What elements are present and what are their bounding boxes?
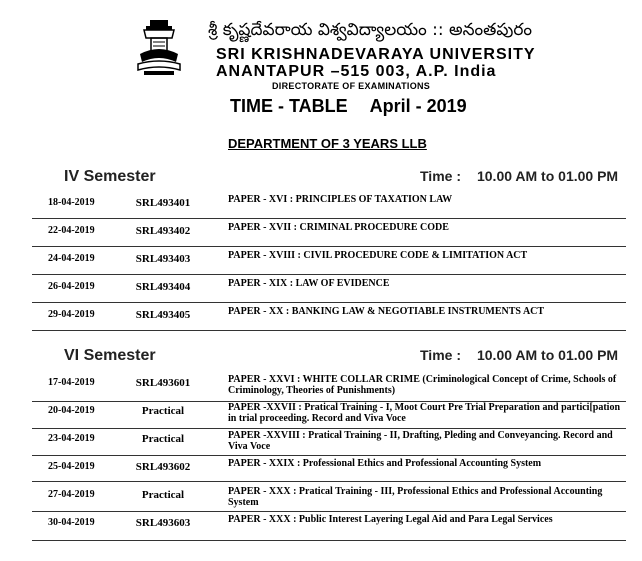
- time-label: Time :: [420, 168, 461, 184]
- exam-date: 25-04-2019: [48, 461, 95, 472]
- exam-date: 26-04-2019: [48, 281, 95, 292]
- exam-date: 30-04-2019: [48, 517, 95, 528]
- paper-code: Practical: [141, 489, 185, 501]
- paper-title: PAPER -XXVIII : Pratical Training - II, Drafting, Pleding and Conveyancing. Record and Viva Voce: [228, 430, 613, 452]
- timetable-label: TIME - TABLE: [230, 96, 348, 116]
- table-row: [32, 222, 626, 247]
- table-row: [32, 458, 626, 482]
- paper-code: SRL493602: [135, 461, 191, 473]
- paper-title: PAPER - XVI : PRINCIPLES OF TAXATION LAW: [228, 194, 453, 205]
- paper-title: PAPER - XXX : Pratical Training - III, Professional Ethics and Professional Accounting System: [228, 486, 603, 508]
- paper-code: Practical: [141, 433, 185, 445]
- paper-code: SRL493405: [135, 309, 191, 321]
- telugu-university-title: శ్రీ కృష్ణదేవరాయ విశ్వవిద్యాలయం :: అనంతపురం: [208, 20, 533, 40]
- paper-title: PAPER -XXVII : Pratical Training - I, Moot Court Pre Trial Preparation and partici[pation in trial proceeding. Record and Viva Voce: [228, 402, 621, 424]
- paper-code: SRL493401: [135, 197, 191, 209]
- paper-title: PAPER - XX : BANKING LAW & NEGOTIABLE INSTRUMENTS ACT: [228, 306, 545, 317]
- exam-month: April - 2019: [369, 96, 467, 116]
- university-logo-icon: [136, 18, 182, 76]
- time-value: 10.00 AM to 01.00 PM: [476, 168, 619, 184]
- exam-date: 20-04-2019: [48, 405, 95, 416]
- paper-code: Practical: [141, 405, 185, 417]
- exam-date: 24-04-2019: [48, 253, 95, 264]
- exam-date: 29-04-2019: [48, 309, 95, 320]
- paper-code: SRL493402: [135, 225, 191, 237]
- exam-time: [420, 347, 618, 363]
- department-title: DEPARTMENT OF 3 YEARS LLB: [228, 136, 427, 151]
- table-row: [32, 430, 626, 456]
- paper-title: PAPER - XXX : Public Interest Layering Legal Aid and Para Legal Services: [228, 514, 553, 525]
- directorate-label: DIRECTORATE OF EXAMINATIONS: [272, 81, 431, 91]
- exam-date: 18-04-2019: [48, 197, 95, 208]
- exam-date: 17-04-2019: [48, 377, 95, 388]
- semester-heading: IV Semester: [64, 168, 156, 185]
- exam-time: [420, 168, 618, 184]
- table-row: [32, 194, 626, 219]
- table-row: [32, 374, 626, 402]
- table-row: [32, 402, 626, 429]
- timetable-heading: [230, 96, 467, 117]
- university-name: SRI KRISHNADEVARAYA UNIVERSITY: [216, 46, 536, 63]
- table-row: [32, 514, 626, 541]
- table-row: [32, 306, 626, 331]
- paper-title: PAPER - XIX : LAW OF EVIDENCE: [228, 278, 390, 289]
- table-row: [32, 250, 626, 275]
- paper-title: PAPER - XXVI : WHITE COLLAR CRIME (Criminological Concept of Crime, Schools of Criminology, Theories of Punishments): [228, 374, 617, 396]
- exam-date: 23-04-2019: [48, 433, 95, 444]
- paper-title: PAPER - XVIII : CIVIL PROCEDURE CODE & LIMITATION ACT: [228, 250, 528, 261]
- paper-code: SRL493603: [135, 517, 191, 529]
- paper-title: PAPER - XVII : CRIMINAL PROCEDURE CODE: [228, 222, 449, 233]
- time-label: Time :: [420, 347, 461, 363]
- paper-title: PAPER - XXIX : Professional Ethics and Professional Accounting System: [228, 458, 542, 469]
- semester-heading: VI Semester: [64, 347, 156, 364]
- paper-code: SRL493403: [135, 253, 191, 265]
- table-row: [32, 278, 626, 303]
- table-row: [32, 486, 626, 512]
- time-value: 10.00 AM to 01.00 PM: [476, 347, 619, 363]
- university-address: ANANTAPUR –515 003, A.P. India: [216, 63, 497, 80]
- paper-code: SRL493601: [135, 377, 191, 389]
- exam-date: 22-04-2019: [48, 225, 95, 236]
- paper-code: SRL493404: [135, 281, 191, 293]
- exam-date: 27-04-2019: [48, 489, 95, 500]
